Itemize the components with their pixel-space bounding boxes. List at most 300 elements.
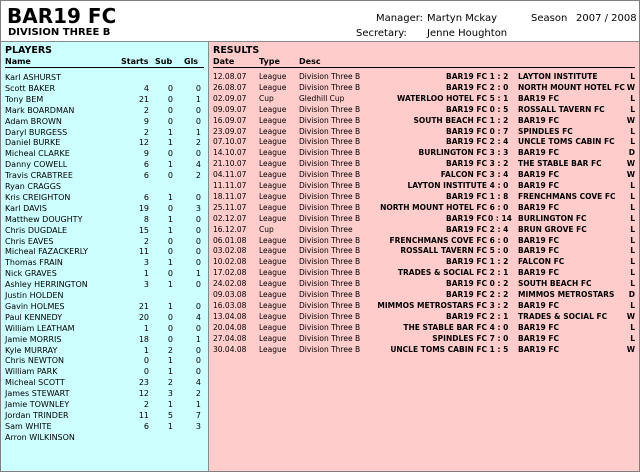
result-away-team: SPINDLES FC (518, 126, 573, 136)
result-score: 2 : 4 (489, 224, 509, 234)
result-desc: Division Three B (299, 311, 361, 321)
player-sub: 2 (167, 378, 173, 388)
result-home-team: WATERLOO HOTEL FC (397, 93, 487, 103)
results-title: RESULTS (213, 45, 260, 56)
player-starts: 11 (138, 247, 149, 257)
player-starts: 2 (143, 127, 149, 137)
player-goals: 0 (195, 356, 201, 366)
result-row (209, 148, 639, 158)
result-score: 1 : 2 (489, 257, 509, 267)
player-starts: 6 (143, 192, 149, 202)
result-outcome: L (630, 246, 635, 256)
result-home-team: MIMMOS METROSTARS FC (377, 300, 487, 310)
result-type: League (259, 126, 287, 136)
result-row (209, 94, 639, 104)
player-goals: 0 (195, 280, 201, 290)
result-score: 0 : 14 (488, 213, 512, 223)
result-row (209, 116, 639, 126)
result-row (209, 214, 639, 224)
player-sub: 3 (167, 389, 173, 399)
player-sub: 1 (167, 400, 173, 409)
result-date: 16.03.08 (213, 300, 247, 310)
result-score: 1 : 2 (489, 72, 509, 81)
player-sub: 5 (167, 410, 173, 420)
result-outcome: W (626, 170, 635, 180)
manager-label: Manager: (376, 13, 424, 24)
result-outcome: W (626, 311, 635, 321)
player-row (1, 422, 208, 432)
result-row (209, 236, 639, 246)
player-row (1, 356, 208, 366)
result-type: League (259, 82, 287, 92)
result-away-team: ROSSALL TAVERN FC (518, 104, 605, 114)
player-sub: 2 (167, 345, 173, 355)
result-type: League (259, 235, 287, 245)
result-desc: Division Three B (299, 82, 361, 92)
result-desc: Division Three B (299, 235, 361, 245)
player-starts: 12 (138, 389, 149, 399)
players-panel (1, 42, 209, 471)
result-away-team: BAR19 FC (518, 300, 559, 310)
result-type: League (259, 72, 287, 81)
player-row (1, 367, 208, 377)
player-goals: 3 (195, 421, 201, 431)
player-starts: 21 (138, 94, 149, 104)
result-date: 30.04.08 (213, 344, 247, 354)
result-away-team: BAR19 FC (518, 344, 559, 354)
result-home-team: THE STABLE BAR FC (403, 322, 487, 332)
result-home-team: UNCLE TOMS CABIN FC (390, 344, 487, 354)
player-row (1, 193, 208, 203)
result-away-team: FALCON FC (518, 257, 565, 267)
result-outcome: L (630, 279, 635, 289)
col-date: Date (213, 57, 235, 66)
player-name: Thomas FRAIN (5, 258, 63, 268)
player-name: Gavin HOLMES (5, 301, 65, 311)
player-row (1, 433, 208, 443)
player-sub: 1 (167, 301, 173, 311)
result-type: League (259, 213, 287, 223)
manager-name: Martyn Mckay (427, 13, 498, 24)
player-sub: 0 (167, 236, 173, 246)
players-header-rule (5, 67, 204, 68)
col-desc: Desc (299, 57, 321, 66)
player-sub: 0 (167, 116, 173, 126)
player-goals: 4 (195, 378, 201, 388)
player-starts: 0 (143, 367, 149, 377)
col-sub: Sub (155, 57, 173, 66)
player-starts: 1 (143, 345, 149, 355)
result-score: 1 : 2 (489, 115, 509, 125)
result-type: League (259, 181, 287, 190)
result-score: 6 : 0 (489, 235, 509, 245)
result-type: League (259, 137, 287, 147)
result-score: 4 : 0 (489, 322, 509, 332)
result-home-team: BAR19 FC (446, 290, 487, 299)
result-date: 10.02.08 (213, 257, 247, 267)
player-sub: 1 (167, 280, 173, 290)
player-goals: 1 (195, 269, 201, 279)
player-row (1, 73, 208, 83)
player-row (1, 128, 208, 138)
player-goals: 1 (195, 334, 201, 344)
result-date: 14.10.07 (213, 148, 247, 158)
player-row (1, 346, 208, 356)
result-score: 2 : 2 (489, 290, 509, 299)
result-row (209, 127, 639, 137)
result-home-team: BAR19 FC (446, 82, 487, 92)
result-score: 2 : 1 (489, 311, 509, 321)
result-date: 13.04.08 (213, 311, 247, 321)
result-away-team: LAYTON INSTITUTE (518, 72, 598, 81)
player-name: Mark BOARDMAN (5, 105, 75, 115)
player-sub: 1 (167, 192, 173, 202)
result-outcome: L (630, 213, 635, 223)
player-goals: 0 (195, 367, 201, 377)
result-date: 24.02.08 (213, 279, 247, 289)
result-score: 3 : 4 (489, 170, 509, 180)
player-goals: 0 (195, 105, 201, 115)
player-starts: 6 (143, 160, 149, 170)
player-goals: 3 (195, 203, 201, 213)
secretary-label: Secretary: (356, 28, 407, 39)
col-name: Name (5, 57, 31, 66)
result-outcome: W (626, 115, 635, 125)
result-outcome: L (630, 224, 635, 234)
result-home-team: BAR19 FC (446, 159, 487, 169)
player-goals: 4 (195, 160, 201, 170)
result-outcome: L (630, 181, 635, 190)
player-row (1, 117, 208, 127)
player-name: Chris DUGDALE (5, 225, 68, 235)
result-home-team: SOUTH BEACH FC (413, 115, 487, 125)
result-outcome: W (626, 82, 635, 92)
player-starts: 2 (143, 105, 149, 115)
player-row (1, 215, 208, 225)
player-sub: 0 (167, 149, 173, 159)
player-sub: 0 (167, 334, 173, 344)
result-desc: Division Three B (299, 344, 361, 354)
result-away-team: THE STABLE BAR FC (518, 159, 602, 169)
result-score: 0 : 7 (489, 126, 509, 136)
result-home-team: ROSSALL TAVERN FC (400, 246, 487, 256)
player-name: Travis CRABTREE (5, 171, 73, 181)
result-date: 23.09.07 (213, 126, 247, 136)
player-starts: 9 (143, 149, 149, 159)
player-name: William LEATHAM (5, 323, 75, 333)
result-outcome: D (628, 290, 635, 299)
result-desc: Division Three B (299, 333, 361, 343)
club-title: BAR19 FC (7, 4, 117, 28)
result-outcome: L (630, 333, 635, 343)
player-row (1, 182, 208, 192)
result-row (209, 257, 639, 267)
result-row (209, 323, 639, 333)
result-score: 1 : 5 (489, 344, 509, 354)
result-date: 02.12.07 (213, 213, 247, 223)
player-name: Tony BEM (5, 94, 44, 104)
player-goals: 2 (195, 389, 201, 399)
result-type: League (259, 159, 287, 169)
player-row (1, 302, 208, 312)
player-goals: 1 (195, 400, 201, 409)
result-type: League (259, 104, 287, 114)
player-row (1, 95, 208, 105)
result-home-team: BAR19 FC (446, 104, 487, 114)
result-away-team: MIMMOS METROSTARS (518, 290, 615, 299)
player-row (1, 313, 208, 323)
result-home-team: TRADES & SOCIAL FC (397, 268, 487, 278)
result-score: 0 : 5 (489, 104, 509, 114)
player-starts: 0 (143, 356, 149, 366)
player-starts: 21 (138, 301, 149, 311)
result-date: 12.08.07 (213, 72, 247, 81)
player-starts: 1 (143, 269, 149, 279)
player-sub: 0 (167, 83, 173, 93)
player-goals: 0 (195, 214, 201, 224)
result-desc: Division Three B (299, 268, 361, 278)
result-desc: Division Three B (299, 126, 361, 136)
result-away-team: BAR19 FC (518, 235, 559, 245)
player-name: Ashley HERRINGTON (5, 280, 88, 290)
result-desc: Division Three B (299, 322, 361, 332)
result-score: 2 : 0 (489, 82, 509, 92)
result-type: League (259, 202, 287, 212)
player-goals: 2 (195, 138, 201, 148)
result-date: 11.11.07 (213, 181, 247, 190)
player-goals: 0 (195, 116, 201, 126)
result-row (209, 181, 639, 191)
result-outcome: L (630, 202, 635, 212)
player-sub: 0 (167, 203, 173, 213)
result-outcome: L (630, 322, 635, 332)
result-row (209, 334, 639, 344)
player-sub: 1 (167, 367, 173, 377)
col-starts: Starts (121, 57, 149, 66)
result-date: 03.02.08 (213, 246, 247, 256)
player-sub: 1 (167, 160, 173, 170)
player-name: Karl ASHURST (5, 73, 62, 82)
result-desc: Division Three B (299, 279, 361, 289)
results-panel (209, 42, 639, 471)
result-away-team: BAR19 FC (518, 93, 559, 103)
result-score: 4 : 0 (489, 181, 509, 190)
player-name: Scott BAKER (5, 83, 56, 93)
result-date: 07.10.07 (213, 137, 247, 147)
result-type: League (259, 300, 287, 310)
player-starts: 3 (143, 258, 149, 268)
player-starts: 9 (143, 116, 149, 126)
player-row (1, 160, 208, 170)
player-goals: 4 (195, 312, 201, 322)
player-name: Paul KENNEDY (5, 312, 63, 322)
result-row (209, 105, 639, 115)
player-goals: 0 (195, 236, 201, 246)
results-header-rule (213, 67, 635, 68)
player-name: Nick GRAVES (5, 269, 57, 279)
secretary-name: Jenne Houghton (427, 28, 508, 39)
result-date: 27.04.08 (213, 333, 247, 343)
player-sub: 1 (167, 127, 173, 137)
player-name: Kyle MURRAY (5, 345, 58, 355)
player-goals: 1 (195, 127, 201, 137)
result-score: 3 : 2 (489, 159, 509, 169)
result-type: League (259, 279, 287, 289)
player-row (1, 291, 208, 301)
result-type: League (259, 115, 287, 125)
player-sub: 0 (167, 323, 173, 333)
player-name: Daniel BURKE (5, 138, 61, 148)
player-starts: 3 (143, 280, 149, 290)
result-desc: Division Three B (299, 246, 361, 256)
result-desc: Division Three B (299, 202, 361, 212)
result-away-team: BRUN GROVE FC (518, 224, 587, 234)
result-outcome: D (628, 148, 635, 158)
result-away-team: BAR19 FC (518, 148, 559, 158)
result-type: Cup (259, 93, 274, 103)
player-name: Jordan TRINDER (5, 410, 69, 420)
result-type: League (259, 333, 287, 343)
result-away-team: BAR19 FC (518, 115, 559, 125)
player-row (1, 171, 208, 181)
player-starts: 6 (143, 421, 149, 431)
result-date: 21.10.07 (213, 159, 247, 169)
player-sub: 1 (167, 356, 173, 366)
result-away-team: NORTH MOUNT HOTEL FC (518, 82, 625, 92)
player-goals: 7 (195, 410, 201, 420)
result-type: League (259, 148, 287, 158)
result-date: 09.03.08 (213, 290, 247, 299)
result-row (209, 159, 639, 169)
result-desc: Division Three B (299, 137, 361, 147)
player-sub: 1 (167, 225, 173, 235)
result-desc: Division Three (299, 224, 353, 234)
player-name: James STEWART (5, 389, 70, 399)
result-away-team: TRADES & SOCIAL FC (518, 311, 608, 321)
result-home-team: NORTH MOUNT HOTEL FC (380, 202, 487, 212)
player-row (1, 247, 208, 257)
result-date: 25.11.07 (213, 202, 247, 212)
result-outcome: L (630, 93, 635, 103)
result-date: 09.09.07 (213, 104, 247, 114)
result-home-team: BAR19 FC (446, 191, 487, 201)
result-date: 06.01.08 (213, 235, 247, 245)
result-desc: Division Three B (299, 72, 361, 81)
result-home-team: BAR19 FC (446, 137, 487, 147)
player-row (1, 138, 208, 148)
player-goals: 0 (195, 345, 201, 355)
player-starts: 19 (138, 203, 149, 213)
player-name: Matthew DOUGHTY (5, 214, 83, 224)
player-row (1, 226, 208, 236)
result-outcome: W (626, 159, 635, 169)
result-home-team: FRENCHMANS COVE FC (389, 235, 487, 245)
result-row (209, 83, 639, 93)
result-desc: Division Three B (299, 104, 361, 114)
player-sub: 0 (167, 105, 173, 115)
result-type: League (259, 311, 287, 321)
result-type: League (259, 322, 287, 332)
result-score: 2 : 4 (489, 137, 509, 147)
result-score: 5 : 1 (489, 93, 509, 103)
result-row (209, 268, 639, 278)
player-starts: 1 (143, 323, 149, 333)
player-goals: 0 (195, 258, 201, 268)
player-row (1, 149, 208, 159)
result-outcome: L (630, 104, 635, 114)
player-sub: 0 (167, 247, 173, 257)
result-date: 26.08.07 (213, 82, 247, 92)
result-outcome: L (630, 235, 635, 245)
result-date: 16.12.07 (213, 224, 247, 234)
player-row (1, 411, 208, 421)
result-outcome: L (630, 191, 635, 201)
result-outcome: L (630, 126, 635, 136)
player-goals: 0 (195, 323, 201, 333)
player-row (1, 269, 208, 279)
result-away-team: BAR19 FC (518, 322, 559, 332)
player-starts: 12 (138, 138, 149, 148)
player-name: Jamie MORRIS (5, 334, 62, 344)
player-row (1, 84, 208, 94)
player-goals: 2 (195, 171, 201, 181)
player-name: Karl DAVIS (5, 203, 47, 213)
result-row (209, 312, 639, 322)
player-row (1, 400, 208, 410)
player-goals: 0 (195, 301, 201, 311)
player-sub: 0 (167, 171, 173, 181)
result-desc: Gledhill Cup (299, 93, 345, 103)
result-desc: Division Three B (299, 148, 361, 158)
result-score: 3 : 2 (489, 300, 509, 310)
result-home-team: BAR19 FC (446, 213, 487, 223)
player-sub: 1 (167, 214, 173, 224)
result-type: Cup (259, 224, 274, 234)
player-name: Micheal FAZACKERLY (5, 247, 89, 257)
result-type: League (259, 257, 287, 267)
result-home-team: BAR19 FC (446, 279, 487, 289)
result-row (209, 279, 639, 289)
player-row (1, 280, 208, 290)
header (1, 1, 639, 42)
result-row (209, 192, 639, 202)
player-starts: 15 (138, 225, 149, 235)
player-name: Justin HOLDEN (5, 291, 64, 300)
result-row (209, 246, 639, 256)
result-away-team: SOUTH BEACH FC (518, 279, 592, 289)
player-name: Chris NEWTON (5, 356, 64, 366)
player-sub: 1 (167, 138, 173, 148)
player-sub: 0 (167, 269, 173, 279)
season-value: 2007 / 2008 (576, 13, 637, 24)
player-starts: 4 (143, 83, 149, 93)
result-desc: Division Three B (299, 181, 361, 190)
player-starts: 8 (143, 214, 149, 224)
result-date: 16.09.07 (213, 115, 247, 125)
result-row (209, 225, 639, 235)
player-goals: 0 (195, 247, 201, 257)
result-away-team: BAR19 FC (518, 333, 559, 343)
player-row (1, 204, 208, 214)
result-date: 17.02.08 (213, 268, 247, 278)
division-label: DIVISION THREE B (8, 27, 111, 38)
result-score: 1 : 8 (489, 191, 509, 201)
player-name: Jamie TOWNLEY (5, 400, 70, 409)
result-home-team: SPINDLES FC (432, 333, 487, 343)
player-starts: 18 (138, 334, 149, 344)
player-starts: 23 (138, 378, 149, 388)
col-gls: Gls (184, 57, 199, 66)
